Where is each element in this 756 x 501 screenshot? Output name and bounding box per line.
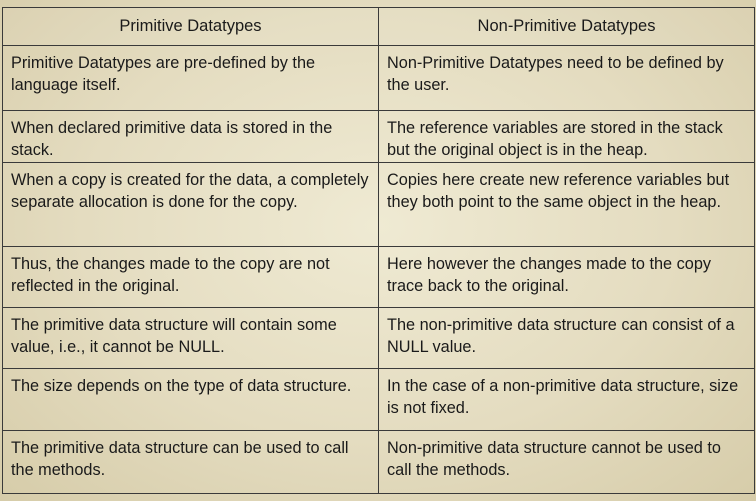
non-primitive-cell: Non-Primitive Datatypes need to be defined by the user. (379, 46, 755, 111)
table-row (3, 431, 755, 494)
table-row (3, 308, 755, 369)
primitive-cell: Primitive Datatypes are pre-defined by the language itself. (3, 46, 379, 111)
non-primitive-cell: Copies here create new reference variables but they both point to the same object in the heap. (379, 163, 755, 247)
non-primitive-cell: The reference variables are stored in the stack but the original object is in the heap. (379, 111, 755, 163)
primitive-cell: Thus, the changes made to the copy are not reflected in the original. (3, 247, 379, 308)
table-row (3, 369, 755, 431)
non-primitive-cell: Here however the changes made to the copy trace back to the original. (379, 247, 755, 308)
non-primitive-cell: In the case of a non-primitive data structure, size is not fixed. (379, 369, 755, 431)
table-row (3, 111, 755, 163)
primitive-cell: The primitive data structure will contain some value, i.e., it cannot be NULL. (3, 308, 379, 369)
primitive-cell: When a copy is created for the data, a completely separate allocation is done for the copy. (3, 163, 379, 247)
primitive-cell: When declared primitive data is stored in the stack. (3, 111, 379, 163)
non-primitive-cell: The non-primitive data structure can consist of a NULL value. (379, 308, 755, 369)
table-row (3, 163, 755, 247)
comparison-table (2, 7, 755, 494)
primitive-cell: The size depends on the type of data structure. (3, 369, 379, 431)
header-primitive: Primitive Datatypes (3, 8, 379, 46)
non-primitive-cell: Non-primitive data structure cannot be used to call the methods. (379, 431, 755, 494)
header-non-primitive: Non-Primitive Datatypes (379, 8, 755, 46)
table-row (3, 46, 755, 111)
table-header-row (3, 8, 755, 46)
table-row (3, 247, 755, 308)
primitive-cell: The primitive data structure can be used to call the methods. (3, 431, 379, 494)
